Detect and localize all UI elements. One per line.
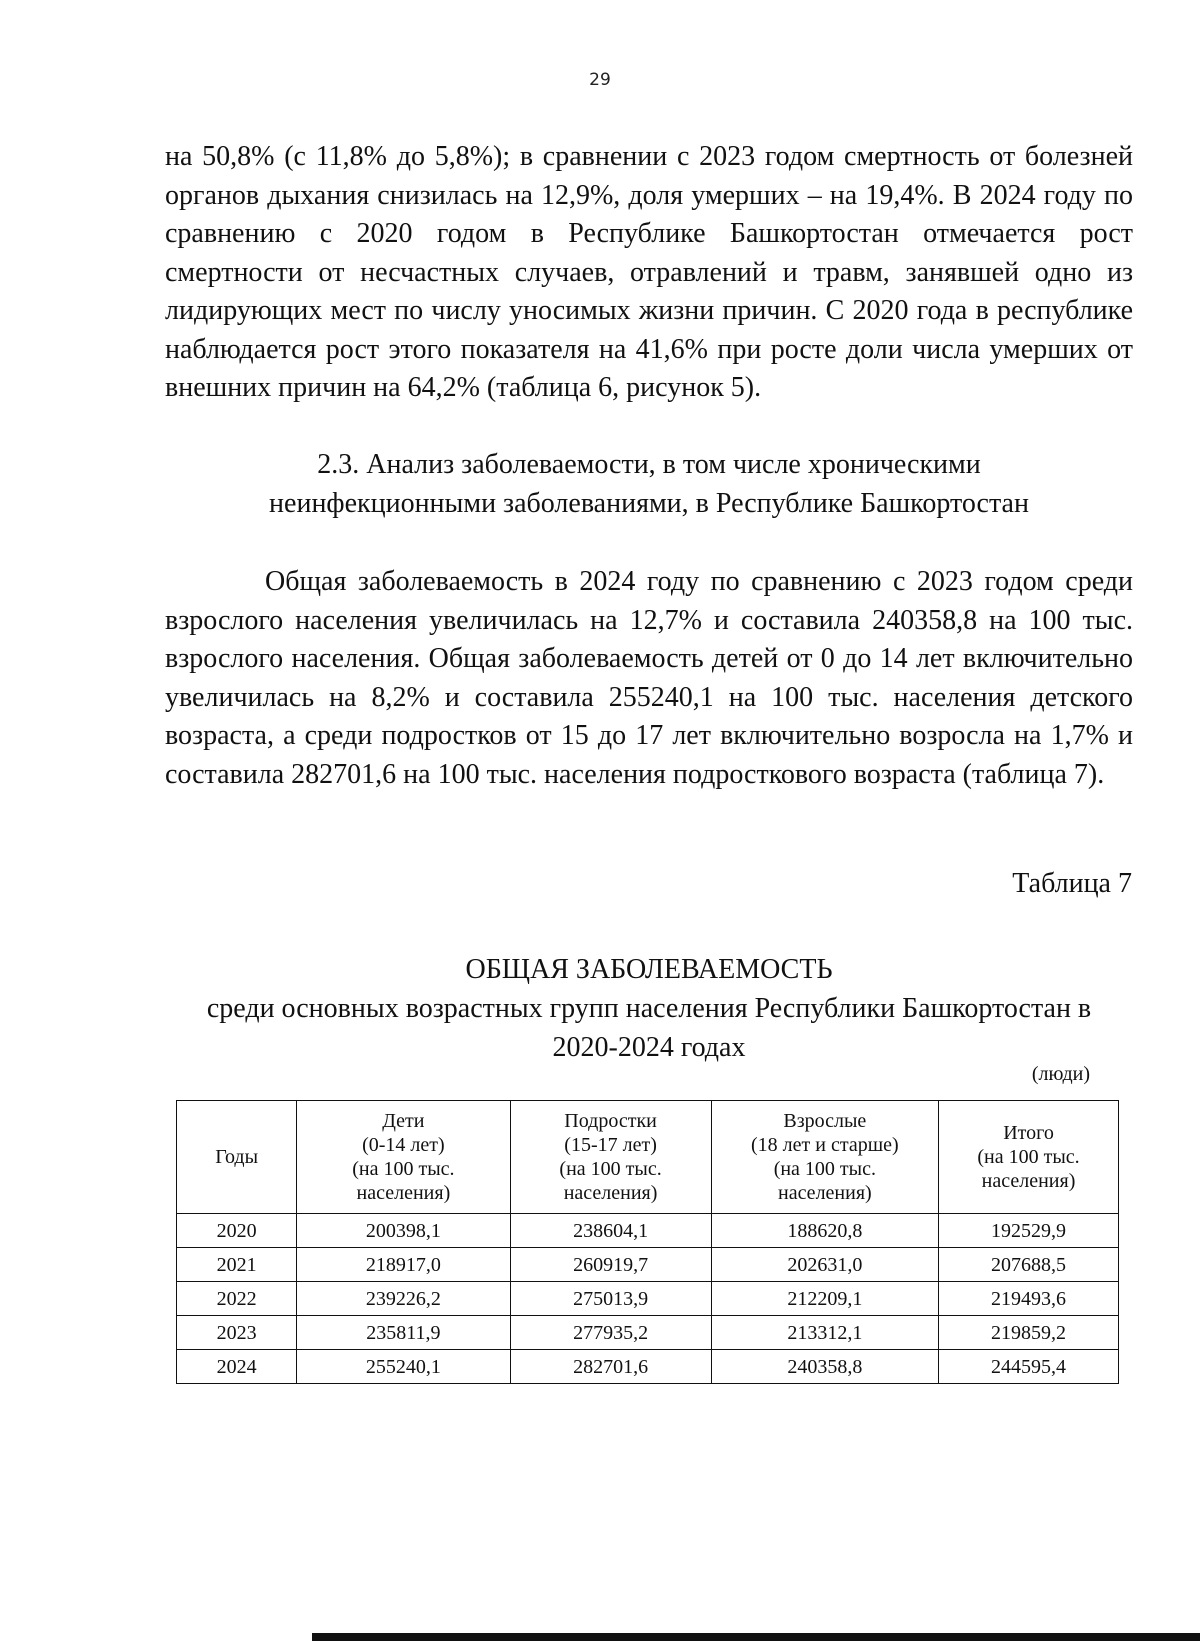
table-title [165,950,1133,1067]
cell-year: 2021 [177,1248,297,1282]
table-header-row [177,1101,1119,1214]
paragraph-morbidity: Общая заболеваемость в 2024 году по сравнению с 2023 годом среди взрослого населения увеличилась на 12,7% и составила 240358,8 на 100 тыс. взрослого населения. Общая заболеваемость детей от 0 до 14 лет включительно увеличилась на 8,2% и составила 255240,1 на 100 тыс. населения детского возраста, а среди подростков от 15 до 17 лет включительно возросла на 1,7% и составила 282701,6 на 100 тыс. населения подросткового возраста (таблица 7). [165,566,1133,790]
cell-children: 200398,1 [297,1214,510,1248]
header-total [939,1101,1119,1214]
bottom-scan-edge [312,1633,1200,1641]
cell-total: 219859,2 [939,1316,1119,1350]
header-line: Дети [382,1110,425,1132]
header-line: населения) [563,1182,658,1204]
header-line: Итого [1003,1122,1054,1144]
cell-teens: 277935,2 [510,1316,711,1350]
header-adults [711,1101,938,1214]
cell-total: 207688,5 [939,1248,1119,1282]
cell-adults: 212209,1 [711,1282,938,1316]
table-label: Таблица 7 [1012,868,1132,899]
header-line: (15-17 лет) [564,1134,657,1156]
page-number: 29 [589,70,611,90]
cell-teens: 260919,7 [510,1248,711,1282]
cell-total: 219493,6 [939,1282,1119,1316]
table-row [177,1316,1119,1350]
cell-teens: 282701,6 [510,1350,711,1384]
section-heading-line1: 2.3. Анализ заболеваемости, в том числе хроническими [317,449,981,480]
cell-children: 218917,0 [297,1248,510,1282]
table-subtitle-line1: среди основных возрастных групп населения Республики Башкортостан в [206,993,1092,1024]
table-row [177,1248,1119,1282]
cell-total: 192529,9 [939,1214,1119,1248]
header-line: (на 100 тыс. [773,1158,876,1180]
paragraph-mortality: на 50,8% (с 11,8% до 5,8%); в сравнении с 2023 годом смертность от болезней органов дыхания снизилась на 12,9%, доля умерших – на 19,4%. В 2024 году по сравнению с 2020 годом в Республике Башкортостан отмечается рост смертности от несчастных случаев, отравлений и травм, занявшей одно из лидирующих мест по числу уносимых жизни причин. С 2020 года в республике наблюдается рост этого показателя на 41,6% при росте доли числа умерших от внешних причин на 64,2% (таблица 6, рисунок 5). [165,141,1133,403]
header-line: населения) [981,1170,1076,1192]
cell-teens: 275013,9 [510,1282,711,1316]
table-row [177,1282,1119,1316]
header-line: (на 100 тыс. [352,1158,455,1180]
table-row [177,1350,1119,1384]
table-row [177,1214,1119,1248]
header-line: Годы [215,1146,259,1168]
cell-adults: 213312,1 [711,1316,938,1350]
cell-adults: 188620,8 [711,1214,938,1248]
cell-adults: 202631,0 [711,1248,938,1282]
morbidity-table [176,1100,1119,1384]
cell-children: 235811,9 [297,1316,510,1350]
header-teens [510,1101,711,1214]
cell-teens: 238604,1 [510,1214,711,1248]
cell-year: 2020 [177,1214,297,1248]
table-title-main: ОБЩАЯ ЗАБОЛЕВАЕМОСТЬ [465,954,833,985]
header-line: (0-14 лет) [362,1134,445,1156]
cell-year: 2022 [177,1282,297,1316]
header-line: (на 100 тыс. [977,1146,1080,1168]
table-subtitle-line2: 2020-2024 годах [552,1032,746,1063]
cell-children: 255240,1 [297,1350,510,1384]
header-years [177,1101,297,1214]
header-line: Подростки [564,1110,657,1132]
header-children [297,1101,510,1214]
cell-year: 2023 [177,1316,297,1350]
header-line: (18 лет и старше) [751,1134,899,1156]
unit-note: (люди) [1031,1063,1090,1085]
cell-adults: 240358,8 [711,1350,938,1384]
section-heading-line2: неинфекционными заболеваниями, в Республике Башкортостан [269,487,1029,519]
header-line: (на 100 тыс. [559,1158,662,1180]
header-line: населения) [777,1182,872,1204]
cell-children: 239226,2 [297,1282,510,1316]
cell-year: 2024 [177,1350,297,1384]
header-line: Взрослые [783,1110,867,1132]
table-body [177,1214,1119,1384]
cell-total: 244595,4 [939,1350,1119,1384]
section-heading [165,446,1133,523]
header-line: населения) [356,1182,451,1204]
